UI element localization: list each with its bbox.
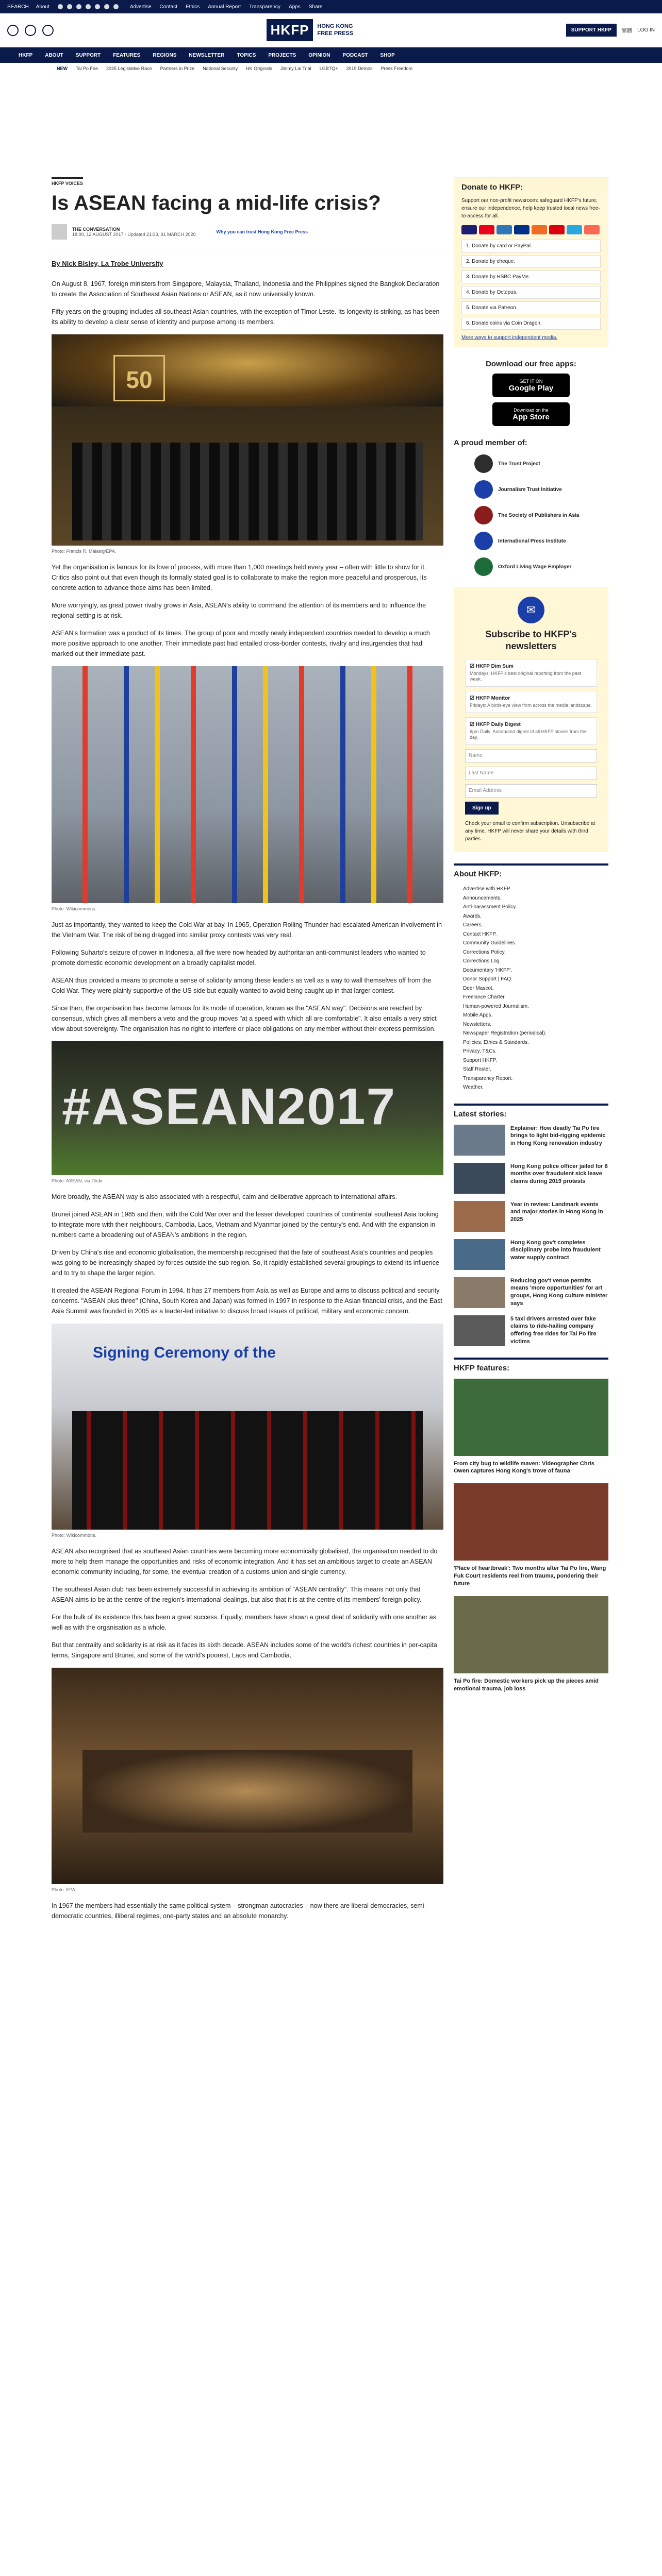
about-link[interactable]: Corrections Log. xyxy=(463,958,501,964)
header-badges xyxy=(7,25,54,36)
latest-story[interactable] xyxy=(454,1315,608,1346)
story-thumb xyxy=(454,1125,505,1156)
photo-asean-leaders xyxy=(52,334,443,546)
telegram-icon[interactable] xyxy=(95,4,100,9)
latest-story[interactable] xyxy=(454,1125,608,1156)
name-field[interactable]: Name xyxy=(465,749,597,762)
visa-icon xyxy=(461,225,477,234)
article-title: Is ASEAN facing a mid-life crisis? xyxy=(52,192,381,214)
about-link[interactable]: Advertise with HKFP. xyxy=(463,886,511,892)
member-name: Oxford Living Wage Employer xyxy=(498,564,572,570)
features-title: HKFP features: xyxy=(454,1358,608,1372)
sidebar xyxy=(454,177,608,1701)
about-link[interactable]: Corrections Policy. xyxy=(463,949,506,955)
about-link[interactable]: Careers. xyxy=(463,922,483,928)
nav-item-support[interactable]: SUPPORT xyxy=(75,52,101,58)
newsletter-desc: Fridays: A birds-eye view from across the media landscape. xyxy=(470,703,592,708)
paragraph: But that centrality and solidarity is at risk as it faces its sixth decade. ASEAN includes some of the world's richest countries in per-capita terms, Singapore and Brunei, and some of the world's poorest, Laos and Cambodia. xyxy=(52,1641,437,1659)
nav-item-newsletter[interactable]: NEWSLETTER xyxy=(189,52,225,58)
member-logo-icon xyxy=(474,532,493,550)
member-logo-icon xyxy=(474,557,493,576)
contact-link[interactable]: Contact xyxy=(159,4,177,10)
award-badge-icon xyxy=(42,25,54,36)
leaders-row xyxy=(72,443,423,540)
about-link[interactable]: Deer Mascot. xyxy=(463,985,494,991)
logo-line2: FREE PRESS xyxy=(317,30,354,37)
about-link[interactable]: Weather. xyxy=(463,1084,484,1090)
ethics-link[interactable]: Ethics xyxy=(185,4,200,10)
story-title: Year in review: Landmark events and major stories in Hong Kong in 2025 xyxy=(510,1201,603,1223)
paragraph: ASEAN also recognised that as southeast Asian countries were becoming more economically globalised, the organisation needed to do more to help them manage the opportunities and risks of economic integration. And it has set an ambitious target to create an ASEAN economic community including, for some, the eventual creation of a customs union and single currency. xyxy=(52,1548,438,1575)
nav-item-topics[interactable]: TOPICS xyxy=(237,52,256,58)
login-link[interactable]: LOG IN xyxy=(637,27,655,33)
feature-item[interactable] xyxy=(454,1379,608,1476)
paragraph: Just as importantly, they wanted to keep the Cold War at bay. In 1965, Operation Rolling Thunder had escalated American involvement in the Vietnam War. The risk of being dragged into similar proxy contests was very real. xyxy=(52,921,442,939)
asean50-logo: 50 xyxy=(113,355,165,401)
apps-section xyxy=(454,360,608,426)
story-thumb xyxy=(454,1277,505,1308)
envelope-icon: ✉ xyxy=(518,597,544,623)
subnav-item[interactable]: Partners in Prize xyxy=(160,66,195,71)
latest-story[interactable] xyxy=(454,1163,608,1194)
feature-item[interactable] xyxy=(454,1596,608,1693)
paragraph: It created the ASEAN Regional Forum in 1994. It has 27 members from Asia as well as Europe and aims to discuss political and security concerns. "ASEAN plus three" (China, South Korea and Japan) was formed in 1997 in response to the Asian financial crisis, and the East Asia Summit was founded in 2005 as a leader-led initiative to discuss broad issues of political, military and economic concern. xyxy=(52,1287,442,1315)
nav-item-shop[interactable]: SHOP xyxy=(380,52,395,58)
about-link[interactable]: Documentary 'HKFP'. xyxy=(463,967,512,973)
share-link[interactable]: Share xyxy=(308,4,323,10)
nav-item-projects[interactable]: PROJECTS xyxy=(268,52,296,58)
ceremony-banner: Signing Ceremony of the xyxy=(93,1344,276,1361)
paragraph: On August 8, 1967, foreign ministers from Singapore, Malaysia, Thailand, Indonesia and the Philippines signed the Bangkok Declaration to create the Association of Southeast Asian Nations or ASEAN, as it now universally known. xyxy=(52,280,440,298)
subnav-item[interactable]: Tai Po Fire xyxy=(76,66,98,71)
paragraph: More broadly, the ASEAN way is also associated with a respectful, calm and deliberative approach to international affairs. xyxy=(52,1193,398,1200)
subnav-item[interactable]: National Security xyxy=(203,66,238,71)
donate-option[interactable]: 1. Donate by card or PayPal. xyxy=(461,240,601,252)
paypal-icon xyxy=(514,225,529,234)
support-button[interactable]: SUPPORT HKFP xyxy=(566,24,617,37)
photo-asean2017-sign xyxy=(52,1041,443,1175)
story-thumb xyxy=(454,1239,505,1270)
meeting-table xyxy=(82,1750,412,1833)
donate-box xyxy=(454,177,608,347)
member-section xyxy=(454,438,608,576)
paragraph: For the bulk of its existence this has been a great success. Equally, members have shown a great deal of solidarity with one another as well as with the organisation as a whole. xyxy=(52,1614,437,1631)
donate-options xyxy=(461,240,601,330)
paragraph: Since then, the organisation has become famous for its mode of operation, known as the "ASEAN way". Decisions are reached by consensus, which gives all members a veto and the group moves "at a speed with which all are comfortable". It also entails a very strict view about sovereignty. The organisation has no right to interfere or place obligations on any member without their express permission. xyxy=(52,1005,437,1032)
subnav-item[interactable]: 2019 Demos xyxy=(346,66,373,71)
ceremony-people xyxy=(72,1411,423,1530)
article-kicker[interactable]: HKFP VOICES xyxy=(52,177,83,186)
discover-icon xyxy=(532,225,547,234)
about-link[interactable]: Awards. xyxy=(463,913,482,919)
member-name: The Society of Publishers in Asia xyxy=(498,512,580,518)
donate-option[interactable]: 2. Donate by cheque. xyxy=(461,255,601,268)
photo-caption: Photo: Francis R. Malasig/EPA. xyxy=(52,549,117,554)
paragraph: More worryingly, as great power rivalry grows in Asia, ASEAN's ability to command the attention of its members and to influence the regional setting is at risk. xyxy=(52,602,426,619)
subscribe-note: Check your email to confirm subscription. Unsubscribe at any time. HKFP will never share your details with third parties. xyxy=(465,821,595,842)
member-name: The Trust Project xyxy=(498,461,540,467)
trust-link[interactable]: Why you can trust Hong Kong Free Press xyxy=(216,229,308,234)
newsletter-name: ☑ HKFP Monitor xyxy=(470,696,510,701)
subnav-item[interactable]: HK Originals xyxy=(246,66,272,71)
latest-story[interactable] xyxy=(454,1201,608,1232)
patreon-icon xyxy=(584,225,600,234)
article-authors[interactable]: By Nick Bisley, La Trobe University xyxy=(52,260,163,267)
newsletter-box xyxy=(454,587,608,852)
latest-story[interactable] xyxy=(454,1239,608,1270)
about-link[interactable]: Announcements. xyxy=(463,895,502,901)
about-link[interactable]: Contact HKFP. xyxy=(463,931,497,937)
member-logo[interactable] xyxy=(474,480,608,499)
feature-title: From city bug to wildlife maven: Videographer Chris Owen captures Hong Kong's trove of fauna xyxy=(454,1460,595,1475)
photo-caption: Photo: EPA. xyxy=(52,1887,77,1892)
story-title: Explainer: How deadly Tai Po fire brings to light bid-rigging epidemic in Hong Kong renovation industry xyxy=(510,1125,606,1147)
photo-caption: Photo: Wikicommons. xyxy=(52,906,97,911)
feature-image xyxy=(454,1483,608,1561)
about-link[interactable]: Donor Support | FAQ. xyxy=(463,976,512,982)
story-title: Reducing gov't venue permits means 'more opportunities' for art groups, Hong Kong culture minister says xyxy=(510,1277,608,1307)
paragraph: ASEAN's formation was a product of its times. The group of poor and mostly newly independent countries needed to develop a much more positive approach to one another. Their immediate past had entailed cross-border contests, rivalry and insurgencies that had marked out their immediate past. xyxy=(52,630,430,657)
language-link[interactable]: 繁體 xyxy=(622,28,633,34)
paragraph: Yet the organisation is famous for its love of process, with more than 1,000 meetings held every year – often with little to show for it. Critics also point out that even though its formally stated goal is to collaborate to make the region more peaceful and prosperous, its concrete action to advance those aims has been limited. xyxy=(52,564,427,591)
donate-text: Support our non-profit newsroom: safeguard HKFP's future, ensure our independence, help keep trusted local news free-to-access for all. xyxy=(461,198,600,219)
about-link[interactable]: Support HKFP. xyxy=(463,1057,497,1063)
octopus-icon xyxy=(567,225,582,234)
donate-option[interactable]: 4. Donate by Octopus. xyxy=(461,286,601,299)
nav-item-opinion[interactable]: OPINION xyxy=(308,52,330,58)
search-link[interactable]: SEARCH xyxy=(7,4,29,10)
byline-dates: 18:00, 12 AUGUST 2017 · Updated 21:23, 31 MARCH 2020 xyxy=(72,232,196,237)
apps-link[interactable]: Apps xyxy=(288,4,301,10)
paragraph: In 1967 the members had essentially the same political system – strongman autocracies – now there are liberal democracies, semi-democratic countries, illiberal regimes, one-party states and an absolute monarchy. xyxy=(52,1902,426,1920)
newsletter-name: ☑ HKFP Dim Sum xyxy=(470,664,514,669)
youtube-icon[interactable] xyxy=(86,4,91,9)
newsletter-option[interactable] xyxy=(465,659,597,687)
member-logo-icon xyxy=(474,454,493,473)
paragraph: Driven by China's rise and economic globalisation, the membership recognised that the fate of southeast Asia's countries and peoples was going to be increasingly shaped by forces outside the sub-region. So, it rapidly established several groupings to extend its influence and to try to shape the larger region. xyxy=(52,1249,439,1277)
about-link[interactable]: Freelance Charter. xyxy=(463,994,506,1000)
twitter-icon[interactable] xyxy=(67,4,72,9)
top-bar xyxy=(0,0,662,13)
byline-org[interactable]: THE CONVERSATION xyxy=(72,227,120,232)
gp-small: GET IT ON xyxy=(519,378,543,384)
photo-signing-ceremony xyxy=(52,1324,443,1530)
member-logo-icon xyxy=(474,480,493,499)
newsletter-option[interactable] xyxy=(465,717,597,745)
nav-item-features[interactable]: FEATURES xyxy=(113,52,141,58)
member-logo[interactable] xyxy=(474,557,608,576)
donate-title: Donate to HKFP: xyxy=(461,183,523,192)
transparency-link[interactable]: Transparency xyxy=(249,4,280,10)
email-field[interactable]: Email Address xyxy=(465,784,597,798)
subnav-item[interactable]: 2025 Legislative Race xyxy=(106,66,152,71)
about-link[interactable]: Community Guidelines. xyxy=(463,940,517,946)
photo-backdrop xyxy=(52,334,443,406)
app-store-button[interactable] xyxy=(492,402,570,426)
flag-poles xyxy=(52,666,443,903)
main-nav xyxy=(0,47,662,63)
about-title: About HKFP: xyxy=(454,863,608,878)
mastercard-icon xyxy=(479,225,494,234)
paragraph: ASEAN thus provided a means to promote a sense of solidarity among these leaders as well as a way to wall themselves off from the Cold War. They were plainly supportive of the US side but equally wanted to avoid being caught up in that larger contest. xyxy=(52,977,432,994)
member-title: A proud member of: xyxy=(454,438,527,447)
feature-item[interactable] xyxy=(454,1483,608,1588)
site-header xyxy=(0,13,662,47)
paragraph: The southeast Asian club has been extremely successful in achieving its ambition of "ASEAN centrality". This means not only that ASEAN aims to be at the centre of the region's international dealings, but also that it is at the centre of its members' foreign policy. xyxy=(52,1586,422,1603)
instagram-icon[interactable] xyxy=(76,4,81,9)
feature-image xyxy=(454,1379,608,1456)
donate-option[interactable]: 6. Donate coins via Coin Dragon. xyxy=(461,317,601,330)
newsletter-desc: Mondays: HKFP's best original reporting from the past week. xyxy=(470,671,581,682)
rss-icon[interactable] xyxy=(113,4,119,9)
newsletter-desc: 6pm Daily: Automated digest of all HKFP stories from the day. xyxy=(470,729,587,740)
member-logo[interactable] xyxy=(474,454,608,473)
member-name: International Press Institute xyxy=(498,538,566,544)
about-link[interactable]: Transparency Report. xyxy=(463,1075,513,1081)
nav-item-regions[interactable]: REGIONS xyxy=(153,52,177,58)
nav-item-hkfp[interactable]: HKFP xyxy=(19,52,33,58)
story-title: 5 taxi drivers arrested over fake claims to ride-hailing company offering free rides for Tai Po fire victims xyxy=(510,1315,597,1345)
about-link[interactable]: Newsletters. xyxy=(463,1021,492,1027)
features-section xyxy=(454,1358,608,1693)
subnav-item[interactable]: Jimmy Lai Trial xyxy=(280,66,311,71)
photo-caption: Photo: Wikicommons. xyxy=(52,1533,97,1538)
latest-section xyxy=(454,1104,608,1346)
facebook-icon[interactable] xyxy=(58,4,63,9)
paragraph: Brunei joined ASEAN in 1985 and then, with the Cold War over and the lesser developed countries of continental southeast Asia looking to integrate more with their neighbours, Cambodia, Laos, Vietnam and Myanmar joined by the century's end. And with the expansion in numbers came a broadening out of ASEAN's ambitions in the region. xyxy=(52,1211,439,1239)
donate-option[interactable]: 5. Donate via Patreon. xyxy=(461,301,601,314)
award-badge-icon xyxy=(25,25,36,36)
apps-title: Download our free apps: xyxy=(486,360,576,368)
more-ways-link[interactable]: More ways to support independent media. xyxy=(461,335,558,341)
payme-icon xyxy=(549,225,565,234)
about-link[interactable]: Staff Roster. xyxy=(463,1066,491,1072)
subnav-item[interactable]: LGBTQ+ xyxy=(319,66,338,71)
sign-text: #ASEAN2017 xyxy=(62,1078,396,1136)
nav-item-about[interactable]: ABOUT xyxy=(45,52,63,58)
story-thumb xyxy=(454,1201,505,1232)
story-thumb xyxy=(454,1315,505,1346)
amex-icon xyxy=(496,225,512,234)
subnav-item[interactable]: Press Freedom xyxy=(380,66,413,71)
about-link[interactable]: Anti-harassment Policy. xyxy=(463,904,517,910)
story-thumb xyxy=(454,1163,505,1194)
photo-flags xyxy=(52,666,443,903)
social-icons xyxy=(58,4,119,9)
newsletter-option[interactable] xyxy=(465,691,597,713)
member-name: Journalism Trust Initiative xyxy=(498,486,562,493)
logo-mark: HKFP xyxy=(267,19,313,41)
whatsapp-icon[interactable] xyxy=(104,4,109,9)
as-small: Download on the xyxy=(514,407,549,413)
member-logo-icon xyxy=(474,506,493,524)
member-logo[interactable] xyxy=(474,532,608,550)
article xyxy=(52,177,443,1928)
newsletter-name: ☑ HKFP Daily Digest xyxy=(470,722,521,727)
about-link[interactable]: Privacy, T&Cs. xyxy=(463,1048,497,1054)
about-section xyxy=(454,863,608,1092)
photo-meeting xyxy=(52,1668,443,1884)
donate-option[interactable]: 3. Donate by HSBC PayMe. xyxy=(461,270,601,283)
subnav-label: NEW xyxy=(57,66,68,71)
subscribe-title: Subscribe to HKFP's newsletters xyxy=(485,629,577,651)
sub-nav xyxy=(0,63,662,74)
about-link[interactable]: Human-powered Journalism. xyxy=(463,1003,529,1009)
story-title: Hong Kong police officer jailed for 6 months over fraudulent sick leave claims during 2019 protests xyxy=(510,1163,608,1185)
nav-item-podcast[interactable]: PODCAST xyxy=(342,52,368,58)
feature-title: 'Place of heartbreak': Two months after Tai Po fire, Wang Fuk Court residents reel from trauma, pondering their future xyxy=(454,1565,606,1587)
author-avatar xyxy=(52,224,67,240)
feature-title: Tai Po fire: Domestic workers pick up the pieces amid emotional trauma, job loss xyxy=(454,1677,599,1692)
photo-caption: Photo: ASEAN, via Flickr. xyxy=(52,1178,104,1183)
annual-report-link[interactable]: Annual Report xyxy=(208,4,241,10)
google-play-button[interactable] xyxy=(492,374,570,397)
story-title: Hong Kong gov't completes disciplinary probe into fraudulent water supply contract xyxy=(510,1239,601,1261)
signup-button[interactable]: Sign up xyxy=(465,802,499,815)
about-link[interactable]: About xyxy=(36,4,49,10)
payment-icons xyxy=(461,225,601,234)
latest-story[interactable] xyxy=(454,1277,608,1308)
award-badge-icon xyxy=(7,25,19,36)
gp-big: Google Play xyxy=(508,383,554,393)
paragraph: Following Suharto's seizure of power in Indonesia, all five were now headed by authoritarian anti-communist leaders who wanted to promote domestic economic development on a broadly capitalist model. xyxy=(52,949,426,967)
site-logo[interactable] xyxy=(267,19,353,41)
feature-image xyxy=(454,1596,608,1673)
last-name-field[interactable]: Last Name xyxy=(465,767,597,780)
as-big: App Store xyxy=(512,412,550,421)
advertise-link[interactable]: Advertise xyxy=(129,4,152,10)
about-link[interactable]: Mobile Apps. xyxy=(463,1012,493,1018)
about-link[interactable]: Newspaper Registration (periodical). xyxy=(463,1030,547,1036)
about-link[interactable]: Policies, Ethics & Standards. xyxy=(463,1039,529,1045)
logo-line1: HONG KONG xyxy=(317,23,353,30)
byline xyxy=(52,224,443,249)
paragraph: Fifty years on the grouping includes all southeast Asian countries, with the exception of Timor Leste. Its longevity is striking, as has been its ability to develop a clear sense of identity and purpose among its members. xyxy=(52,308,440,326)
latest-title: Latest stories: xyxy=(454,1104,608,1118)
member-logo[interactable] xyxy=(474,506,608,524)
